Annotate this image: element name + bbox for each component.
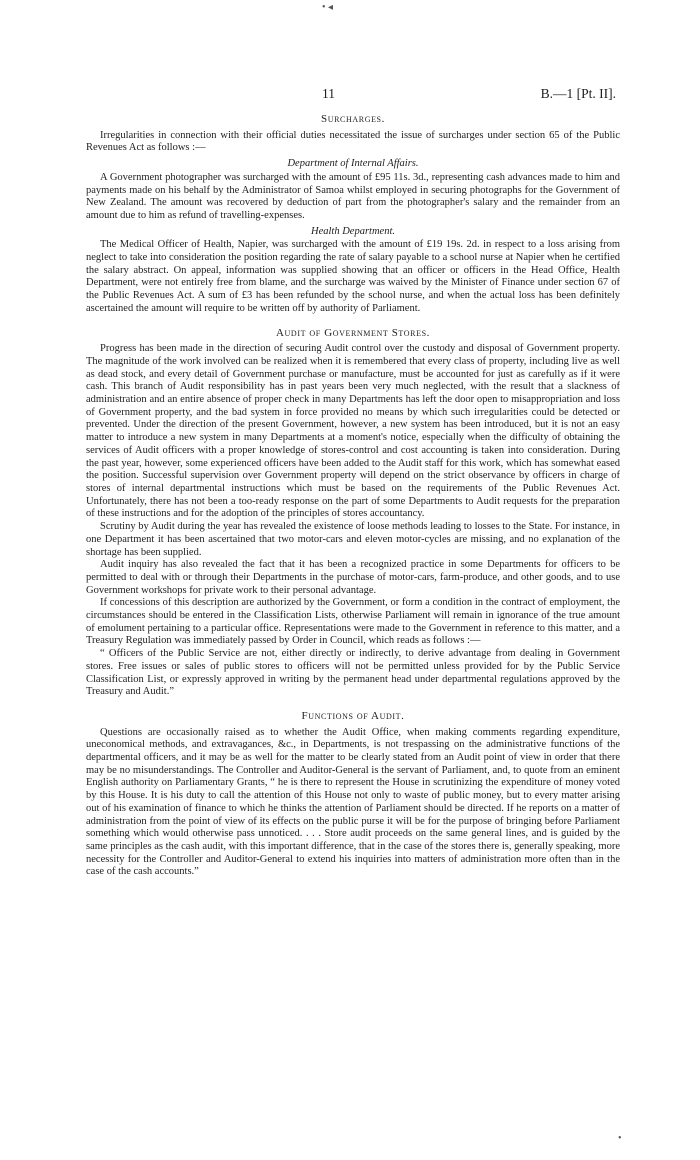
functions-paragraph: Questions are occasionally raised as to whether the Audit Office, when making comments regarding expenditure, uneconomical methods, and extravagances, &c., in Departments, is not trespassing on the administrative functions of the departmental officers, and it may be as well for the matter to be clearly stated from an Audit point of view in order that there may be no misunderstandings. The Controller and Auditor-General is the servant of Parliament, and, to quote from an eminent English authority on Parliamentary Grants, “ he is there to represent the House in scrutinizing the expenditure of money voted by this House. It is his duty to call the attention of this House not only to waste of public money, but to every matter arising out of his examination of finance to which he thinks the attention of Parliament should be directed. If he reports on a matter of administration from the point of view of its effects on the public purse it will be for the purpose of bringing before Parliament something which would otherwise pass unnoticed. . . . Store audit proceeds on the same general lines, and is guided by the same principles as the cash audit, with this important difference, that in the case of the stores there is, generally speaking, more necessity for the Controller and Auditor-General to extend his inquiries into matters of administration more often than in the case of the cash accounts.” <box>86 726 620 878</box>
stores-heading: Audit of Government Stores. <box>276 326 430 339</box>
functions-section <box>86 710 620 879</box>
stores-paragraph: Audit inquiry has also revealed the fact that it has been a recognized practice in some Departments for officers to be permitted to deal with or through their Departments in the purchase of motor-cars, farm-produce, and other goods, and to use Government workshops for private work to their personal advantage. <box>86 559 620 596</box>
stores-section <box>86 327 620 699</box>
surcharges-intro: Irregularities in connection with their official duties necessitated the issue of surcharges under section 65 of the Public Revenues Act as follows :— <box>86 129 620 154</box>
stores-paragraph: Progress has been made in the direction of securing Audit control over the custody and disposal of Government property. The magnitude of the work involved can be realized when it is remembered that every class of property, including live as well as dead stock, and every detail of Government purchase or manufacture, must be accounted for just as carefully as if it were cash. This branch of Audit responsibility has in past years been very much neglected, with the result that a slackness of administration and an entire absence of proper check in many Departments has left the door open to misappropriation and loss of Government property, and the bad system in force provided no means by which such irregularities could be detected or prevented. Under the direction of the present Government, however, a new system has been introduced, but it is not an easy matter to introduce a new system in many Departments at a moment's notice, especially when the difficulty of obtaining the services of Audit officers with a proper knowledge of stores-control and cost accounting is taken into consideration. During the past year, however, some experienced officers have been added to the Audit staff for this work, which has somewhat eased the position. Successful supervision over Government property will depend on the strict observance by officers in charge of stores of internal departmental instructions which must be based on the requirements of the Public Revenues Act. Unfortunately, there has not been a too-ready response on the part of some Departments to Audit requests for the preparation of these instructions and for the adoption of the principles of stores accountancy. <box>86 343 620 520</box>
stores-paragraph: Scrutiny by Audit during the year has revealed the existence of loose methods leading to losses to the State. For instance, in one Department it has been ascertained that two motor-cars and eleven motor-cycles are missing, and no explanation of the shortage has been supplied. <box>86 521 620 558</box>
document-reference: B.—1 [Pt. II]. <box>540 86 616 101</box>
page-body <box>86 113 620 879</box>
page-header <box>0 86 700 102</box>
page-mark-dot: • <box>618 1133 622 1144</box>
surcharges-section <box>86 113 620 316</box>
page-number: 11 <box>322 86 335 101</box>
internal-affairs-subheading: Department of Internal Affairs. <box>287 158 419 170</box>
surcharges-heading: Surcharges. <box>321 113 385 125</box>
health-department-subheading: Health Department. <box>311 225 395 237</box>
functions-heading: Functions of Audit. <box>301 709 405 722</box>
health-department-paragraph: The Medical Officer of Health, Napier, was surcharged with the amount of £19 19s. 2d. in respect to a loss arising from neglect to take into consideration the position regarding the rate of salary payable to a school nurse at Napier when he certified the salary abstract. On appeal, information was supplied showing that an officer or officers in the Head Office, Health Department, were not entirely free from blame, and the surcharge was waived by the Minister of Finance under section 67 of the Public Revenues Act. A sum of £3 has been refunded by the school nurse, and when the actual loss has been definitely ascertained the amount will require to be written off by authority of Parliament. <box>86 239 620 314</box>
internal-affairs-paragraph: A Government photographer was surcharged with the amount of £95 11s. 3d., representing cash advances made to him and payments made on his behalf by the Administrator of Samoa whilst employed in securing photographs for the Government of New Zealand. The amount was recovered by deduction of part from the photographer's salary and the remainder from an amount due to him as refund of travelling-expenses. <box>86 171 620 221</box>
page-mark-dot: • ◂ <box>322 2 334 13</box>
stores-paragraph: If concessions of this description are authorized by the Government, or form a condition in the contract of employment, the circumstances should be entered in the Classification Lists, otherwise Parliament will remain in ignorance of the true amount of emolument pertaining to a particular office. Representations were made to the Government in reference to this matter, and a Treasury Regulation was immediately passed by Order in Council, which reads as follows :— <box>86 597 620 647</box>
treasury-regulation-quote: “ Officers of the Public Service are not, either directly or indirectly, to derive advantage from dealing in Government stores. Free issues or sales of public stores to officers will not be permitted unless provided for by the Public Service Classification List, or expressly approved in writing by the permanent head under departmental regulations approved by the Treasury and Audit.” <box>86 648 620 698</box>
